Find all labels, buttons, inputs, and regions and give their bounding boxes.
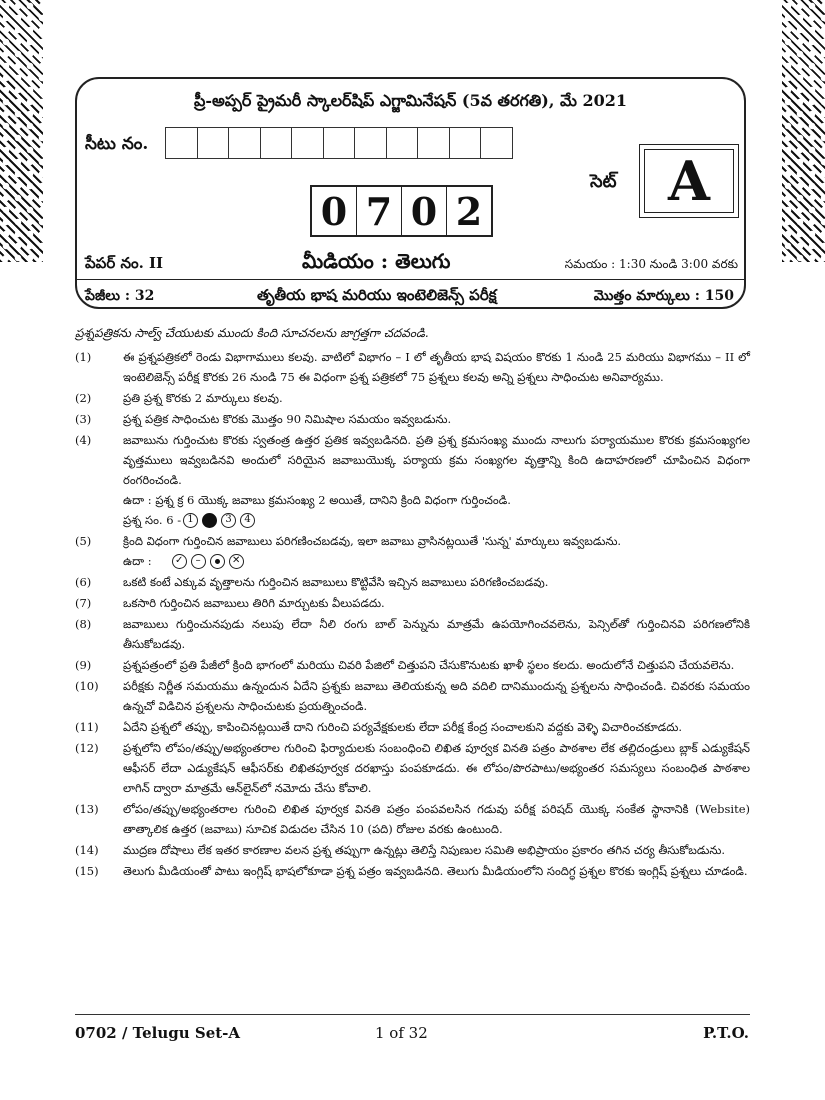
cross-bubble-icon: ✕ xyxy=(229,554,244,569)
instruction-item xyxy=(75,572,750,592)
instruction-number: (7) xyxy=(75,596,92,610)
instruction-number: (8) xyxy=(75,617,92,631)
option-bubble: 3 xyxy=(221,513,236,528)
seat-digit-box[interactable] xyxy=(481,128,512,158)
decorative-pattern-right xyxy=(782,0,825,262)
instruction-text: క్రింది విధంగా గుర్తించిన జవాబులు పరిగణించబడవు, ఇలా జవాబు వ్రాసినట్లయితే 'సున్న' మార్కులు ఇవ్వబడును. xyxy=(123,534,622,548)
seat-digit-box[interactable] xyxy=(261,128,293,158)
dot-bubble-icon xyxy=(210,554,225,569)
seat-digit-box[interactable] xyxy=(166,128,198,158)
total-marks: మొత్తం మార్కులు : 150 xyxy=(593,288,734,304)
footer-divider xyxy=(75,1014,750,1015)
decorative-pattern-left xyxy=(0,0,43,262)
instruction-number: (1) xyxy=(75,350,92,364)
seat-digit-box[interactable] xyxy=(292,128,324,158)
instruction-item xyxy=(75,738,750,798)
instruction-number: (10) xyxy=(75,679,99,693)
instruction-text: ప్రశ్నపత్రంలో ప్రతి పేజీలో క్రింది భాగంలో మరియు చివరి పేజిలో చిత్తుపని చేసుకొనుటకు ఖాళీ స్థలం కలదు. అందులోనే చిత్తుపని చేయవలెను. xyxy=(123,658,735,672)
subject-title: తృతీయ భాష మరియు ఇంటెలిజెన్స్ పరీక్ష xyxy=(257,286,497,304)
instruction-item xyxy=(75,388,750,408)
instruction-text: ప్రతి ప్రశ్న కొరకు 2 మార్కులు కలవు. xyxy=(123,391,283,405)
instruction-number: (14) xyxy=(75,843,99,857)
instruction-item xyxy=(75,840,750,860)
instruction-text: జవాబులు గుర్తించునపుడు నలుపు లేదా నీలి రంగు బాల్ పెన్నును మాత్రమే ఉపయోగించవలెను, పెన్సిల్‌తో గుర్తించినవి పరిగణలోనికి తీసుకోబడవు. xyxy=(123,617,750,651)
footer-paper-code: 0702 / Telugu Set-A xyxy=(75,1024,241,1042)
instruction-item xyxy=(75,799,750,839)
instructions-intro: ప్రశ్నపత్రికను సాల్వ్ చేయుటకు ముందు కింది సూచనలను జాగ్రత్తగా చదవండి. xyxy=(75,326,429,340)
code-digit: 0 xyxy=(402,187,447,235)
instruction-text: లోపం/తప్పు/అభ్యంతరాల గురించి లిఖిత పూర్వక వినతి పత్రం పంపవలసిన గడువు పరీక్ష పరిషద్ యొక్క సంకేత స్థానానికి (Website) తాత్కాలిక ఉత్తర (జవాబు) సూచిక విడుదల చేసిన 10 (పది) రోజుల వరకు ఉంటుంది. xyxy=(123,802,750,836)
tick-mark-bubble-icon: ✓ xyxy=(172,554,187,569)
code-digit: 0 xyxy=(312,187,357,235)
instruction-number: (4) xyxy=(75,433,92,447)
instruction-text: ఒకటి కంటే ఎక్కువ వృత్తాలను గుర్తించిన జవాబులు కొట్టివేసి ఇచ్చిన జవాబులు పరిగణించబడవు. xyxy=(123,575,549,589)
seat-digit-box[interactable] xyxy=(198,128,230,158)
exam-header-box xyxy=(75,77,746,309)
exam-time: సమయం : 1:30 నుండి 3:00 వరకు xyxy=(564,257,738,271)
instruction-number: (15) xyxy=(75,864,99,878)
page-count: పేజీలు : 32 xyxy=(85,288,155,304)
instruction-text: ప్రశ్నలోని లోపం/తప్పు/అభ్యంతరాల గురించి ఫిర్యాదులకు సంబంధించి లిఖిత పూర్వక వినతి పత్రం పాఠశాల లేక తల్లిదండ్రులు బ్లాక్ ఎడ్యుకేషన్ ఆఫీసర్ లేదా ఎడ్యుకేషన్ ఆఫీసర్‌కు లిఖితపూర్వక దరఖాస్తు పంపకూడదు. ఈ లోపం/పొరపాటు/అభ్యంతర సమస్యలు సంబంధిత పాఠశాల లాగిన్ ద్వారా మాత్రమే ఆన్‌లైన్‌లో నమోదు చేసు కోవాలి. xyxy=(123,741,750,795)
seat-number-boxes[interactable] xyxy=(165,127,513,159)
example-prefix: ఉదా : xyxy=(123,554,152,568)
instruction-number: (12) xyxy=(75,741,99,755)
option-bubble: 1 xyxy=(183,513,198,528)
option-bubble-filled: 2 xyxy=(202,513,217,528)
instruction-text: ఏదేని ప్రశ్నలో తప్పు, కాపించినట్లయితే దాని గురించి పర్యవేక్షకులకు లేదా పరీక్ష కేంద్ర సంచాలకుని వద్దకు వెళ్ళి విచారించకూడదు. xyxy=(123,720,683,734)
seat-digit-box[interactable] xyxy=(355,128,387,158)
instruction-text: ఒకసారి గుర్తించిన జవాబులు తిరిగి మార్చుటకు వీలుపడదు. xyxy=(123,596,385,610)
seat-number-label: సీటు నం. xyxy=(85,134,149,154)
example-bubbles-row xyxy=(123,510,750,530)
instruction-number: (3) xyxy=(75,412,92,426)
instruction-item xyxy=(75,409,750,429)
seat-digit-box[interactable] xyxy=(450,128,482,158)
example-prefix: ప్రశ్న సం. 6 - xyxy=(123,513,182,527)
instruction-item xyxy=(75,347,750,387)
instruction-item xyxy=(75,717,750,737)
instruction-item xyxy=(75,861,750,881)
set-label: సెట్ xyxy=(590,171,617,192)
seat-digit-box[interactable] xyxy=(229,128,261,158)
instruction-number: (11) xyxy=(75,720,99,734)
set-value: A xyxy=(644,149,734,213)
instruction-body xyxy=(123,531,750,571)
paper-number: పేపర్ నం. II xyxy=(85,254,164,272)
exam-title: ప్రీ-అప్పర్ ప్రైమరీ స్కాలర్‌షిప్ ఎగ్జామినేషన్ (5వ తరగతి), మే 2021 xyxy=(193,91,628,110)
instruction-number: (6) xyxy=(75,575,92,589)
example-sentence: ఉదా : ప్రశ్న క్ర 6 యొక్క జవాబు క్రమసంఖ్య 2 అయితే, దానిని క్రింది విధంగా గుర్తించండి. xyxy=(123,493,511,507)
instruction-text: తెలుగు మీడియంతో పాటు ఇంగ్లిష్ భాషలోకూడా ప్రశ్న పత్రం ఇవ్వబడినది. తెలుగు మీడియంలోని సందిగ్ధ ప్రశ్నల కొరకు ఇంగ్లిష్ ప్రశ్నలు చూడండి. xyxy=(123,864,748,878)
instruction-number: (5) xyxy=(75,534,92,548)
instruction-item xyxy=(75,614,750,654)
instruction-item xyxy=(75,655,750,675)
instruction-text: ప్రశ్న పత్రిక సాధించుట కొరకు మొత్తం 90 నిమిషాల సమయం ఇవ్వబడును. xyxy=(123,412,452,426)
instruction-number: (9) xyxy=(75,658,92,672)
header-divider xyxy=(77,279,744,280)
medium-label: మీడియం : తెలుగు xyxy=(302,249,451,273)
seat-digit-box[interactable] xyxy=(418,128,450,158)
pto-label: P.T.O. xyxy=(703,1024,749,1042)
instruction-text: పరీక్షకు నిర్ణీత సమయము ఉన్నందున ఏదేని ప్రశ్నకు జవాబు తెలియకున్న అది వదిలి దానిముందున్న ప్రశ్నలను సాధించండి. చివరకు సమయం ఉన్నచో విడిచిన ప్రశ్నలను సాధించుటకు ప్రయత్నించండి. xyxy=(123,679,750,713)
option-bubble: 4 xyxy=(240,513,255,528)
page-number: 1 of 32 xyxy=(375,1024,428,1042)
instruction-item xyxy=(75,676,750,716)
instruction-number: (2) xyxy=(75,391,92,405)
invalid-marks-row xyxy=(123,551,750,571)
instructions-list xyxy=(75,347,750,882)
code-digit: 7 xyxy=(357,187,402,235)
instruction-number: (13) xyxy=(75,802,99,816)
instruction-item xyxy=(75,430,750,530)
instruction-item xyxy=(75,531,750,571)
instruction-body xyxy=(123,430,750,530)
half-filled-bubble-icon: – xyxy=(191,554,206,569)
instruction-text: ఈ ప్రశ్నపత్రికలో రెండు విభాగాములు కలవు. వాటిలో విభాగం – I లో తృతీయ భాష విషయం కొరకు 1 నుండి 25 మరియు విభాగము – II లో ఇంటెలిజెన్స్ పరీక్ష కొరకు 26 నుండి 75 ఈ విధంగా ప్రశ్న పత్రికలో 75 ప్రశ్నలు కలవు అన్ని ప్రశ్నలు సాధించుట అనివార్యము. xyxy=(123,350,750,384)
paper-code-boxes xyxy=(310,185,493,237)
instruction-text: ముద్రణ దోషాలు లేక ఇతర కారణాల వలన ప్రశ్న తప్పుగా ఉన్నట్లు తెలిస్తే నిపుణుల సమితి అభిప్రాయం ప్రకారం తగిన చర్య తీసుకోబడును. xyxy=(123,843,726,857)
set-frame xyxy=(639,144,739,218)
seat-digit-box[interactable] xyxy=(387,128,419,158)
code-digit: 2 xyxy=(455,188,483,234)
seat-digit-box[interactable] xyxy=(324,128,356,158)
instruction-text: జవాబును గుర్తించుట కొరకు స్వతంత్ర ఉత్తర ప్రతిక ఇవ్వబడినది. ప్రతి ప్రశ్న క్రమసంఖ్య ముందు నాలుగు పర్యాయముల కొరకు క్రమసంఖ్యగల వృత్తములు ఇవ్వబడినవి అందులో సరియైన జవాబుయొక్క పర్యాయ క్రమ సంఖ్యగల వృత్తాన్ని కింది ఉదాహరణలో చూపించిన విధంగా రంగరించండి. xyxy=(123,433,750,487)
instruction-item xyxy=(75,593,750,613)
